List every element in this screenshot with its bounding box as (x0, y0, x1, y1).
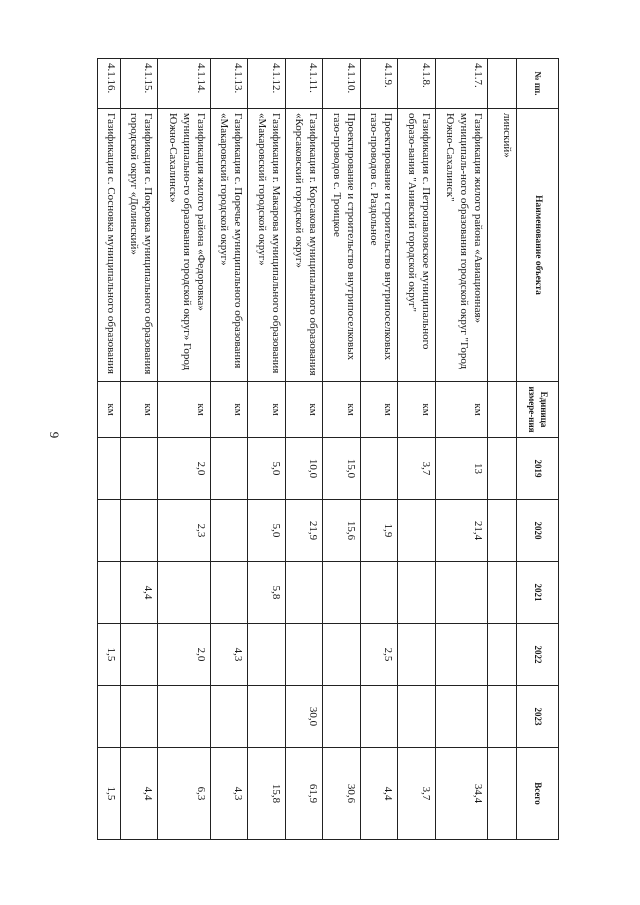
unit-cell: км (323, 382, 361, 438)
unit-cell: км (435, 382, 487, 438)
object-name: Газификация с. Сосновка муниципального образования (98, 109, 121, 382)
value-2020 (398, 500, 436, 562)
value-2022 (120, 624, 158, 686)
table-row (120, 59, 158, 840)
total-cell: 34,4 (435, 748, 487, 840)
value-2021 (435, 562, 487, 624)
row-number: 4.1.9. (360, 59, 398, 109)
total-cell: 61,9 (285, 748, 323, 840)
header-unit: Единица измере-ния (517, 382, 559, 438)
object-name: Газификация с. Покровка муниципального образования городской округ «Долинский» (120, 109, 158, 382)
value-2020 (210, 500, 248, 562)
row-number: 4.1.11. (285, 59, 323, 109)
total-cell: 30,6 (323, 748, 361, 840)
value-2020: 21,4 (435, 500, 487, 562)
value-2020 (488, 500, 517, 562)
unit-cell: км (120, 382, 158, 438)
value-2022: 4,3 (210, 624, 248, 686)
table-row (435, 59, 487, 840)
value-2019: 10,0 (285, 438, 323, 500)
value-2022: 1,5 (98, 624, 121, 686)
value-2019 (488, 438, 517, 500)
table-row (360, 59, 398, 840)
value-2023 (398, 686, 436, 748)
value-2021 (360, 562, 398, 624)
row-number: 4.1.16. (98, 59, 121, 109)
object-name: Газификация жилого района «Авиационная» муниципаль-ного образования городской округ "Город Южно-Сахалинск" (435, 109, 487, 382)
table-row (285, 59, 323, 840)
object-name: Проектирование и строительство внутрипоселковых газо-проводов с. Троицкое (323, 109, 361, 382)
header-row (517, 59, 559, 840)
value-2020: 2,3 (158, 500, 210, 562)
header-year-2021: 2021 (517, 562, 559, 624)
value-2022 (488, 624, 517, 686)
object-name: Газификация жилого района «Федоровка» муниципально-го образования городской округ» Город Южно-Сахалинск» (158, 109, 210, 382)
value-2021: 4,4 (120, 562, 158, 624)
total-cell: 4,4 (120, 748, 158, 840)
table-row (488, 59, 517, 840)
header-year-2019: 2019 (517, 438, 559, 500)
value-2023 (210, 686, 248, 748)
row-number: 4.1.10. (323, 59, 361, 109)
value-2023 (98, 686, 121, 748)
row-number: 4.1.15. (120, 59, 158, 109)
value-2023 (360, 686, 398, 748)
value-2022 (285, 624, 323, 686)
rotated-table-frame (97, 58, 559, 839)
object-name: Газификация г. Корсакова муниципального образования «Корсаковский городской округ» (285, 109, 323, 382)
header-year-2023: 2023 (517, 686, 559, 748)
value-2021 (323, 562, 361, 624)
value-2019 (210, 438, 248, 500)
header-name: Наименование объекта (517, 109, 559, 382)
row-number: 4.1.7. (435, 59, 487, 109)
unit-cell: км (398, 382, 436, 438)
unit-cell (488, 382, 517, 438)
value-2021 (488, 562, 517, 624)
value-2019 (360, 438, 398, 500)
table-row (210, 59, 248, 840)
value-2023 (120, 686, 158, 748)
value-2020 (120, 500, 158, 562)
value-2022 (398, 624, 436, 686)
total-cell: 3,7 (398, 748, 436, 840)
total-cell: 4,4 (360, 748, 398, 840)
value-2019: 5,0 (248, 438, 286, 500)
row-number: 4.1.14. (158, 59, 210, 109)
value-2022 (435, 624, 487, 686)
total-cell: 15,8 (248, 748, 286, 840)
object-name: Проектирование и строительство внутрипоселковых газо-проводов с. Раздольное (360, 109, 398, 382)
unit-cell: км (98, 382, 121, 438)
value-2020 (98, 500, 121, 562)
value-2020: 21,9 (285, 500, 323, 562)
value-2022: 2,0 (158, 624, 210, 686)
value-2020: 5,0 (248, 500, 286, 562)
header-num: № пп. (517, 59, 559, 109)
header-total: Всего (517, 748, 559, 840)
object-name: Газификация г. Макарова муниципального образования «Макаровский городской округ» (248, 109, 286, 382)
value-2023 (248, 686, 286, 748)
unit-cell: км (285, 382, 323, 438)
total-cell: 1,5 (98, 748, 121, 840)
table-row (158, 59, 210, 840)
row-number: 4.1.13. (210, 59, 248, 109)
value-2023 (435, 686, 487, 748)
value-2019: 3,7 (398, 438, 436, 500)
landscape-sheet (97, 58, 559, 839)
value-2021 (210, 562, 248, 624)
object-name: линский» (488, 109, 517, 382)
value-2020: 1,9 (360, 500, 398, 562)
value-2022 (248, 624, 286, 686)
table-row (98, 59, 121, 840)
gasification-table (97, 58, 559, 840)
table-body (98, 59, 517, 840)
unit-cell: км (360, 382, 398, 438)
unit-cell: км (210, 382, 248, 438)
value-2020: 15,6 (323, 500, 361, 562)
value-2021: 5,8 (248, 562, 286, 624)
unit-cell: км (248, 382, 286, 438)
value-2023: 30,0 (285, 686, 323, 748)
total-cell: 6,3 (158, 748, 210, 840)
value-2023 (488, 686, 517, 748)
page-number: 9 (47, 431, 62, 439)
header-year-2020: 2020 (517, 500, 559, 562)
value-2021 (98, 562, 121, 624)
table-row (248, 59, 286, 840)
table-row (398, 59, 436, 840)
total-cell (488, 748, 517, 840)
row-number: 4.1.8. (398, 59, 436, 109)
total-cell: 4,3 (210, 748, 248, 840)
row-number (488, 59, 517, 109)
value-2019 (120, 438, 158, 500)
value-2021 (285, 562, 323, 624)
value-2022 (323, 624, 361, 686)
value-2019: 2,0 (158, 438, 210, 500)
value-2019: 15,0 (323, 438, 361, 500)
header-year-2022: 2022 (517, 624, 559, 686)
value-2021 (398, 562, 436, 624)
value-2019: 13 (435, 438, 487, 500)
unit-cell: км (158, 382, 210, 438)
value-2023 (323, 686, 361, 748)
object-name: Газификация с. Поречье муниципального образования «Макаровский городской округ» (210, 109, 248, 382)
value-2022: 2,5 (360, 624, 398, 686)
row-number: 4.1.12. (248, 59, 286, 109)
value-2023 (158, 686, 210, 748)
table-row (323, 59, 361, 840)
value-2021 (158, 562, 210, 624)
object-name: Газификация с. Петропавловское муниципального образо-вания "Анивский городской округ" (398, 109, 436, 382)
value-2019 (98, 438, 121, 500)
